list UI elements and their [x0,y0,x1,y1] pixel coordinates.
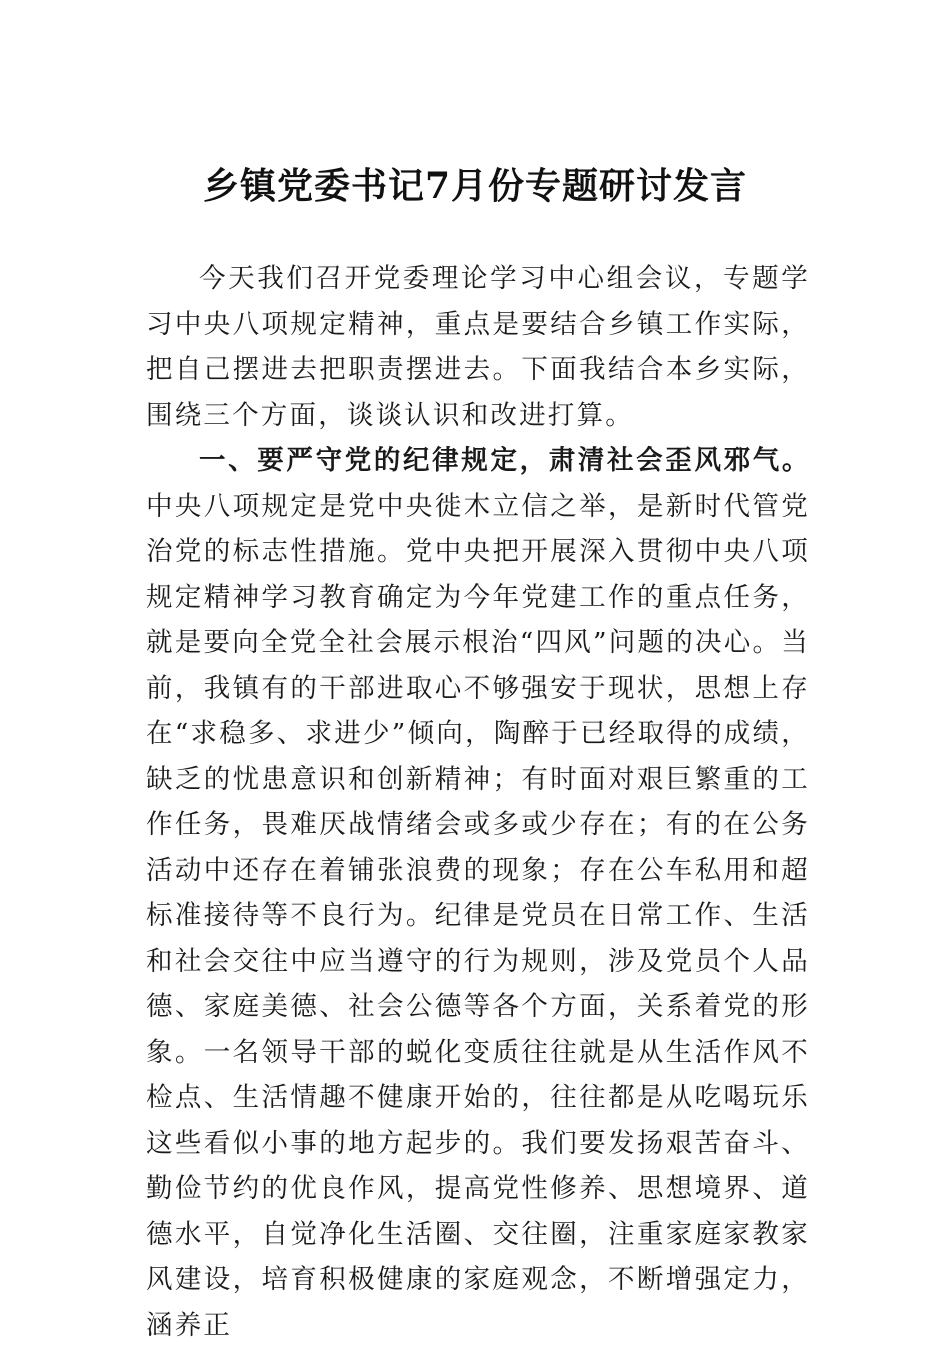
section-one-text: 中央八项规定是党中央徙木立信之举，是新时代管党治党的标志性措施。党中央把开展深入贯彻中央八项规定精神学习教育确定为今年党建工作的重点任务，就是要向全党全社会展示根治“四风”问题的决心。当前，我镇有的干部进取心不够强安于现状，思想上存在“求稳多、求进少”倾向，陶醉于已经取得的成绩，缺乏的忧患意识和创新精神；有时面对艰巨繁重的工作任务，畏难厌战情绪会或多或少存在；有的在公务活动中还存在着铺张浪费的现象；存在公车私用和超标准接待等不良行为。纪律是党员在日常工作、生活和社会交往中应当遵守的行为规则，涉及党员个人品德、家庭美德、社会公德等各个方面，关系着党的形象。一名领导干部的蜕化变质往往就是从生活作风不检点、生活情趣不健康开始的，往往都是从吃喝玩乐这些看似小事的地方起步的。我们要发扬艰苦奋斗、勤俭节约的优良作风，提高党性修养、思想境界、道德水平，自觉净化生活圈、交往圈，注重家庭家教家风建设，培育积极健康的家庭观念，不断增强定力，涵养正 [146,490,810,1341]
section-one-paragraph [146,438,810,1348]
section-one-heading: 一、要严守党的纪律规定，肃清社会歪风邪气。 [199,445,810,476]
intro-paragraph [146,256,810,438]
document-body [146,256,810,1348]
page-title: 乡镇党委书记7月份专题研讨发言 [202,165,748,207]
intro-paragraph-text: 今天我们召开党委理论学习中心组会议，专题学习中央八项规定精神，重点是要结合乡镇工作实际，把自己摆进去把职责摆进去。下面我结合本乡实际，围绕三个方面，谈谈认识和改进打算。 [146,263,810,431]
